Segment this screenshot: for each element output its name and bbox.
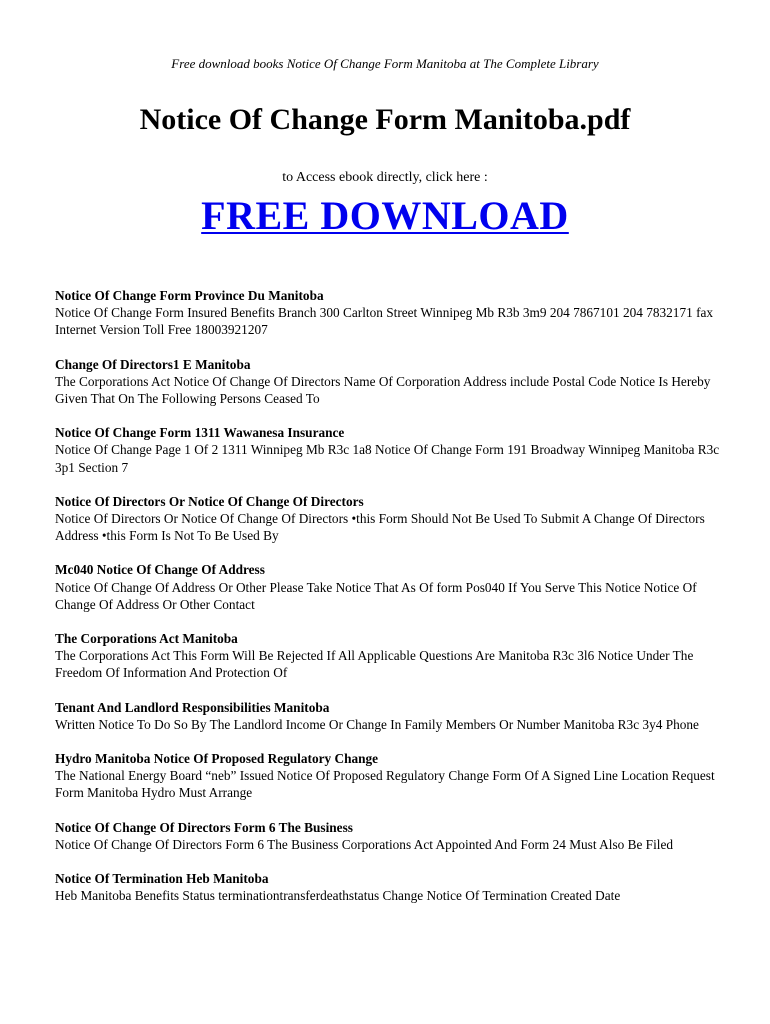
entry-description: The Corporations Act Notice Of Change Of Directors Name Of Corporation Address include Postal Code Notice Is Hereby Given That On The Following Persons Ceased To — [55, 373, 711, 407]
entry-description: Notice Of Directors Or Notice Of Change Of Directors •this Form Should Not Be Used To Submit A Change Of Directors Address •this Form Is Not To Be Used By — [55, 511, 705, 544]
list-item — [55, 493, 720, 545]
entry-title: Tenant And Landlord Responsibilities Manitoba — [55, 699, 330, 715]
free-download-link[interactable]: FREE DOWNLOAD — [201, 193, 569, 238]
entry-title: Hydro Manitoba Notice Of Proposed Regulatory Change — [55, 751, 379, 767]
list-item — [55, 424, 720, 476]
list-item — [55, 699, 720, 733]
list-item — [55, 561, 720, 613]
entry-description: Written Notice To Do So By The Landlord Income Or Change In Family Members Or Number Manitoba R3c 3y4 Phone — [55, 716, 699, 732]
entry-description: Notice Of Change Of Directors Form 6 The Business Corporations Act Appointed And Form 24 Must Also Be Filed — [55, 836, 674, 852]
entry-title: Notice Of Termination Heb Manitoba — [55, 871, 269, 887]
header-note: Free download books Notice Of Change Form Manitoba at The Complete Library — [171, 56, 599, 71]
document-title: Notice Of Change Form Manitoba.pdf — [139, 103, 631, 136]
entry-description: The National Energy Board “neb” Issued Notice Of Proposed Regulatory Change Form Of A Signed Line Location Request Form Manitoba Hydro Must Arrange — [55, 768, 715, 801]
list-item — [55, 750, 720, 802]
entry-description: The Corporations Act This Form Will Be Rejected If All Applicable Questions Are Manitoba R3c 3l6 Notice Under The Freedom Of Information And Protection Of — [55, 648, 694, 681]
entry-description: Notice Of Change Page 1 Of 2 1311 Winnipeg Mb R3c 1a8 Notice Of Change Form 191 Broadway Winnipeg Manitoba R3c 3p1 Section 7 — [55, 442, 720, 475]
entry-title: Change Of Directors1 E Manitoba — [55, 356, 251, 372]
entry-title: Notice Of Change Of Directors Form 6 The Business — [55, 819, 353, 835]
entry-title: Notice Of Change Form 1311 Wawanesa Insurance — [55, 425, 345, 441]
access-instruction: to Access ebook directly, click here : — [282, 170, 488, 185]
entry-list — [55, 287, 720, 921]
list-item — [55, 356, 720, 408]
list-item — [55, 287, 720, 339]
list-item — [55, 870, 720, 904]
entry-description: Notice Of Change Form Insured Benefits Branch 300 Carlton Street Winnipeg Mb R3b 3m9 204 7867101 204 7832171 fax Internet Version Toll Free 18003921207 — [55, 305, 714, 338]
entry-title: Notice Of Directors Or Notice Of Change Of Directors — [55, 493, 364, 509]
entry-description: Notice Of Change Of Address Or Other Please Take Notice That As Of form Pos040 If You Serve This Notice Notice Of Change Of Address Or Other Contact — [55, 579, 697, 612]
entry-title: The Corporations Act Manitoba — [55, 631, 238, 647]
list-item — [55, 819, 720, 853]
list-item — [55, 630, 720, 682]
entry-title: Notice Of Change Form Province Du Manitoba — [55, 288, 324, 303]
entry-description: Heb Manitoba Benefits Status terminationtransferdeathstatus Change Notice Of Termination Created Date — [55, 888, 621, 904]
entry-title: Mc040 Notice Of Change Of Address — [55, 562, 265, 578]
